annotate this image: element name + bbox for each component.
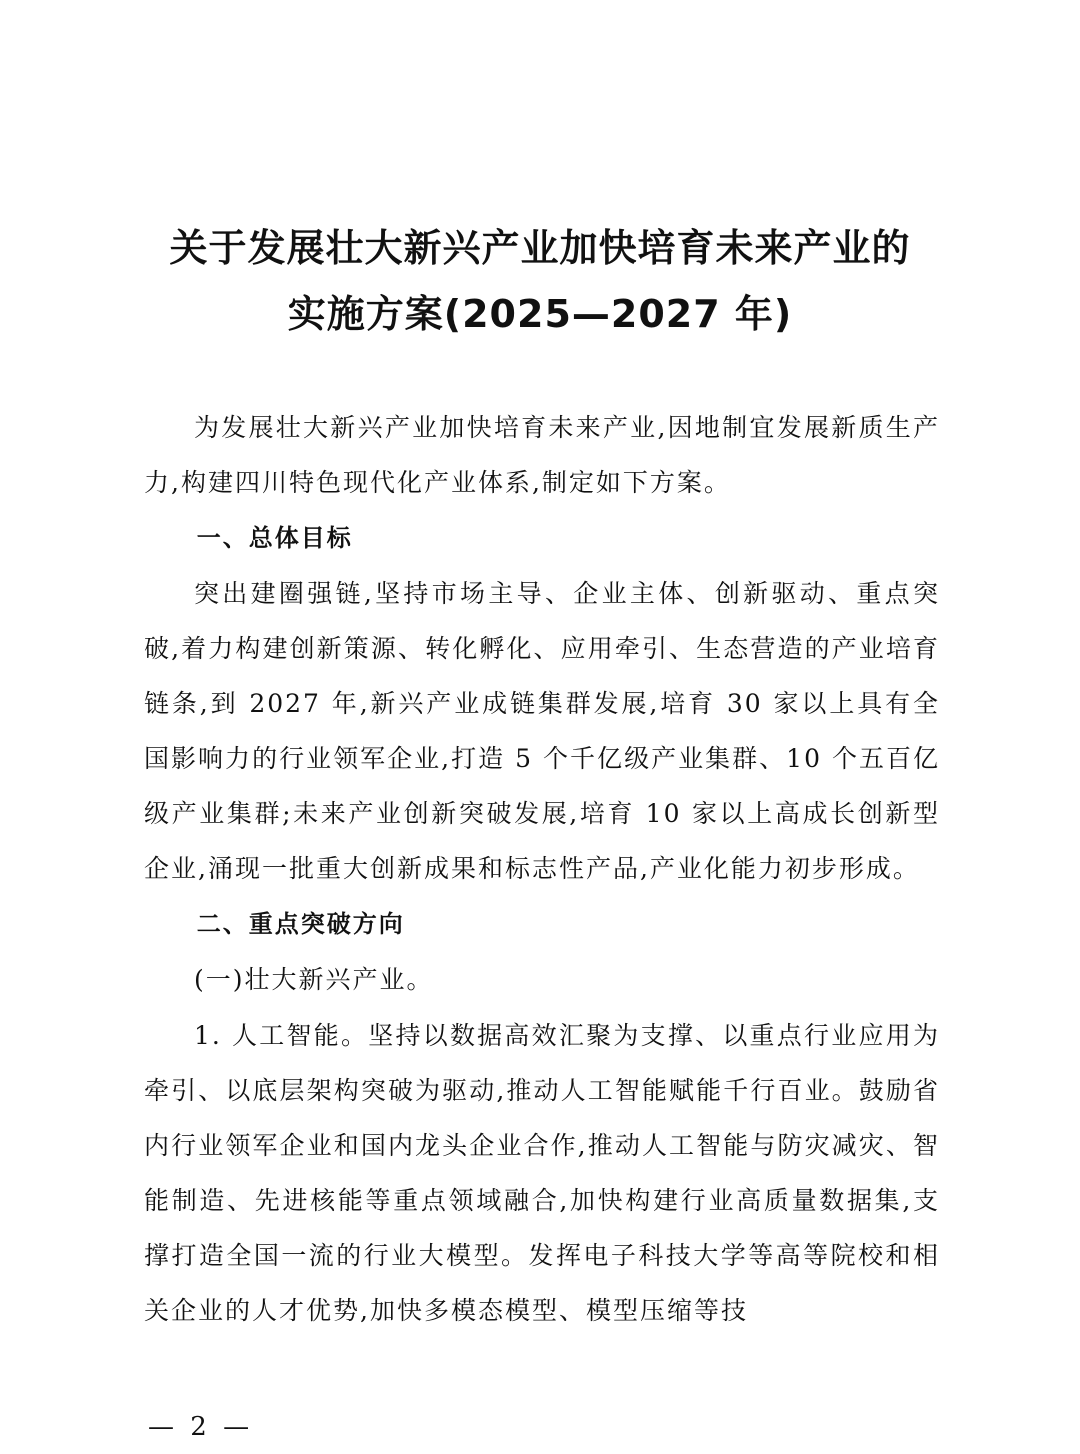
overall-goals-paragraph: 突出建圈强链,坚持市场主导、企业主体、创新驱动、重点突破,着力构建创新策源、转化孵化、应用牵引、生态营造的产业培育链条,到 2027 年,新兴产业成链集群发展,培育 30 家以上具有全国影响力的行业领军企业,打造 5 个千亿级产业集群、10 个五百亿级产业集群;未来产业创新突破发展,培育 10 家以上高成长创新型企业,涌现一批重大创新成果和标志性产品,产业化能力初步形成。 — [144, 579, 940, 883]
section-heading-overall-goals: 一、总体目标 — [196, 524, 353, 552]
artificial-intelligence-paragraph: 1. 人工智能。坚持以数据高效汇聚为支撑、以重点行业应用为牵引、以底层架构突破为驱动,推动人工智能赋能千行百业。鼓励省内行业领军企业和国内龙头企业合作,推动人工智能与防灾减灾、智能制造、先进核能等重点领域融合,加快构建行业高质量数据集,支撑打造全国一流的行业大模型。发挥电子科技大学等高等院校和相关企业的人才优势,加快多模态模型、模型压缩等技 — [144, 1021, 940, 1325]
document-title-line-2: 实施方案(2025—2027 年) — [287, 292, 793, 336]
subsection-heading-emerging-industries: (一)壮大新兴产业。 — [194, 965, 434, 994]
document-title-line-1: 关于发展壮大新兴产业加快培育未来产业的 — [169, 226, 911, 270]
document-body — [144, 400, 940, 1338]
section-heading-key-breakthroughs: 二、重点突破方向 — [196, 910, 405, 938]
intro-paragraph: 为发展壮大新兴产业加快培育未来产业,因地制宜发展新质生产力,构建四川特色现代化产业体系,制定如下方案。 — [144, 413, 940, 497]
page-number: — 2 — — [148, 1412, 254, 1442]
